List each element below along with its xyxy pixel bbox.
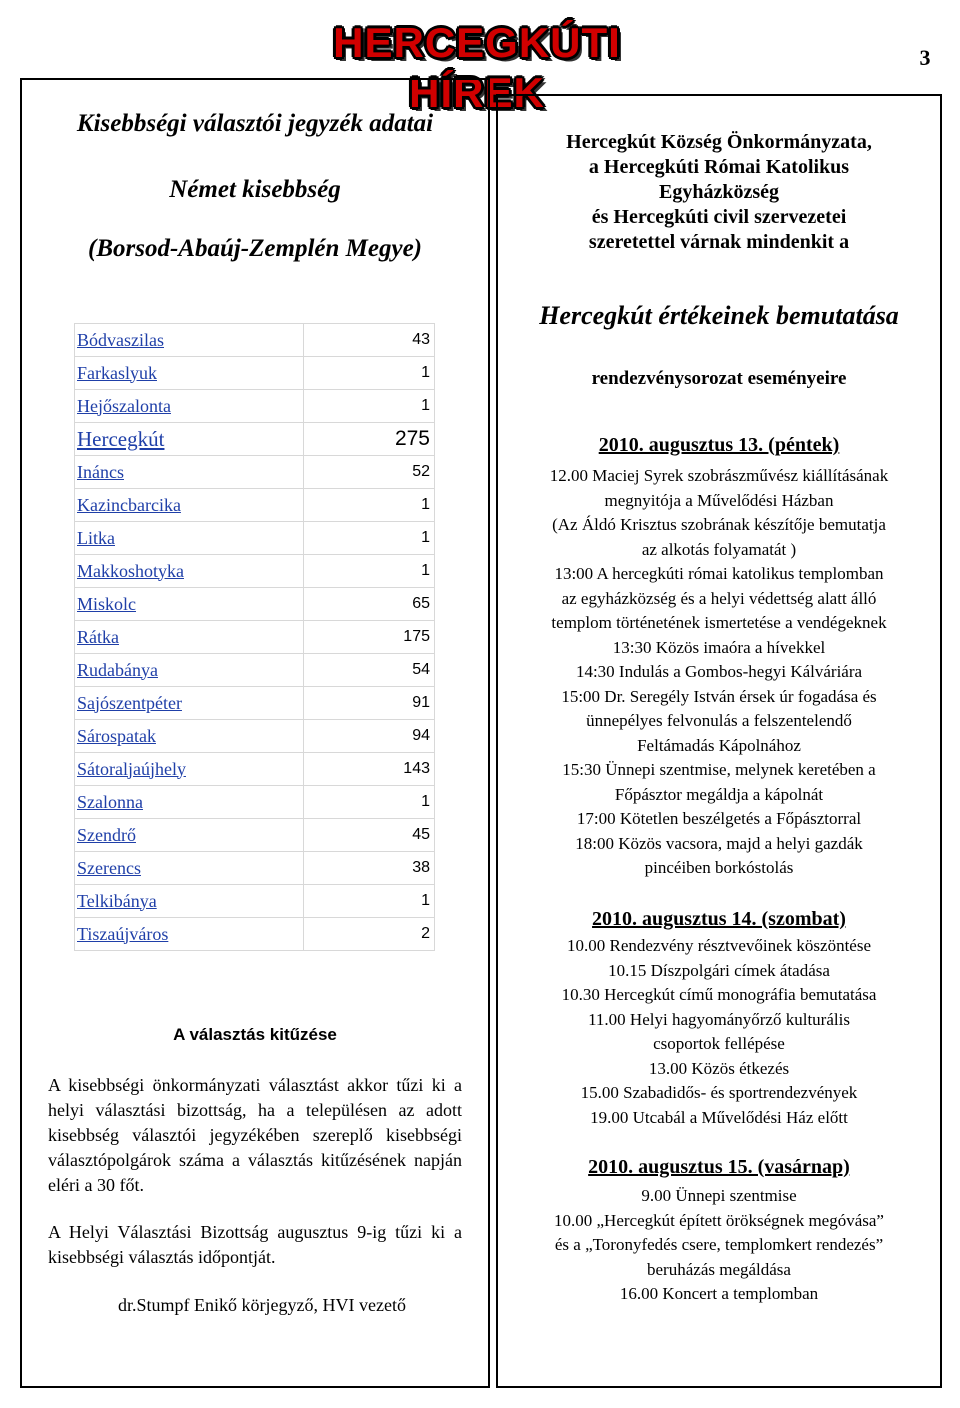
town-row — [75, 852, 435, 885]
left-column — [20, 78, 490, 1388]
voter-count: 52 — [304, 456, 435, 489]
voter-count: 1 — [304, 357, 435, 390]
schedule-friday — [502, 464, 936, 881]
schedule-line: az egyházközség és a helyi védettség alatt álló — [561, 588, 877, 608]
signature: dr.Stumpf Enikő körjegyző, HVI vezető — [118, 1295, 406, 1315]
voter-count: 1 — [304, 522, 435, 555]
schedule-line: 13:30 Közös imaóra a hívekkel — [612, 637, 826, 657]
town-row — [75, 753, 435, 786]
town-name-link[interactable]: Hejőszalonta — [75, 390, 304, 423]
town-name-link[interactable]: Makkoshotyka — [75, 555, 304, 588]
intro-line: szeretettel várnak mindenkit a — [588, 231, 850, 253]
town-name-link[interactable]: Litka — [75, 522, 304, 555]
schedule-line: 13.00 Közös étkezés — [648, 1058, 790, 1078]
schedule-line: beruházás megáldása — [647, 1259, 791, 1279]
schedule-line: templom történetének ismertetése a vendégeknek — [551, 613, 887, 632]
schedule-line: 15.00 Szabadidős- és sportrendezvények — [580, 1083, 858, 1102]
invitation-intro — [498, 130, 940, 255]
masthead-title: HERCEGKÚTI HÍREK — [333, 19, 621, 116]
schedule-line: 15:00 Dr. Seregély István érsek úr fogadása és — [561, 686, 877, 706]
town-row — [75, 456, 435, 489]
town-row — [75, 720, 435, 753]
town-name-link[interactable]: Tiszaújváros — [75, 918, 304, 951]
voter-count: 94 — [304, 720, 435, 753]
election-heading: A választás kitűzése — [173, 1025, 337, 1044]
schedule-line: 10.15 Díszpolgári címek átadása — [608, 960, 830, 980]
minority-title: Német kisebbség — [169, 176, 341, 203]
town-table — [74, 323, 435, 951]
intro-line: és Hercegkúti civil szervezetei — [591, 206, 847, 228]
voter-count: 143 — [304, 753, 435, 786]
schedule-line: Feltámadás Kápolnához — [637, 735, 801, 755]
intro-line: a Hercegkúti Római Katolikus — [588, 156, 850, 178]
event-series: rendezvénysorozat eseményeire — [591, 368, 847, 389]
town-row — [75, 489, 435, 522]
town-row — [75, 357, 435, 390]
town-row — [75, 588, 435, 621]
town-name-link[interactable]: Bódvaszilas — [75, 324, 304, 357]
schedule-line: ünnepélyes felvonulás a felszentelendő — [586, 711, 852, 730]
schedule-line: 10.00 „Hercegkút épített örökségnek megóvása” — [554, 1210, 884, 1230]
schedule-line: 13:00 A hercegkúti római katolikus templomban — [554, 564, 884, 583]
masthead — [262, 18, 692, 116]
schedule-line: 9.00 Ünnepi szentmise — [641, 1186, 797, 1205]
town-row — [75, 819, 435, 852]
town-name-link[interactable]: Hercegkút — [75, 423, 304, 456]
schedule-line: 17:00 Kötetlen beszélgetés a Főpásztorral — [576, 809, 862, 828]
schedule-line: (Az Áldó Krisztus szobrának készítője bemutatja — [552, 515, 886, 534]
town-name-link[interactable]: Ináncs — [75, 456, 304, 489]
voter-count: 1 — [304, 390, 435, 423]
town-name-link[interactable]: Szalonna — [75, 786, 304, 819]
voter-count: 38 — [304, 852, 435, 885]
town-row — [75, 324, 435, 357]
voter-count: 275 — [304, 423, 435, 456]
day-heading-friday: 2010. augusztus 13. (péntek) — [598, 434, 840, 456]
town-name-link[interactable]: Rudabánya — [75, 654, 304, 687]
list-title: Kisebbségi választói jegyzék adatai — [76, 110, 434, 137]
voter-count: 175 — [304, 621, 435, 654]
intro-line: Egyházközség — [659, 181, 779, 203]
town-row — [75, 687, 435, 720]
town-name-link[interactable]: Szendrő — [75, 819, 304, 852]
page-number: 3 — [919, 45, 931, 70]
voter-count: 43 — [304, 324, 435, 357]
schedule-line: 14:30 Indulás a Gombos-hegyi Kálváriára — [575, 662, 863, 681]
schedule-saturday — [502, 934, 936, 1130]
day-heading-saturday: 2010. augusztus 14. (szombat) — [592, 908, 846, 930]
schedule-line: 10.00 Rendezvény résztvevőinek köszöntése — [566, 936, 872, 955]
voter-count: 1 — [304, 786, 435, 819]
voter-count: 65 — [304, 588, 435, 621]
town-row — [75, 621, 435, 654]
town-row — [75, 654, 435, 687]
town-row — [75, 423, 435, 456]
schedule-line: 12.00 Maciej Syrek szobrászművész kiállításának — [549, 466, 889, 485]
town-row — [75, 555, 435, 588]
schedule-line: az alkotás folyamatát ) — [641, 539, 797, 559]
election-paragraph: A kisebbségi önkormányzati választást akkor tűzi ki a helyi választási bizottság, ha a településen az adott kisebbség választói jegyzékében szereplő kisebbségi választópolgárok száma a választás kitűzésének napján eléri a 30 főt. — [48, 1075, 462, 1195]
schedule-line: 18:00 Közös vacsora, majd a helyi gazdák — [575, 833, 863, 853]
schedule-sunday — [502, 1184, 936, 1307]
schedule-line: pincéiben borkóstolás — [644, 858, 794, 877]
town-name-link[interactable]: Rátka — [75, 621, 304, 654]
schedule-line: Főpásztor megáldja a kápolnát — [614, 784, 824, 804]
deadline-paragraph: A Helyi Választási Bizottság augusztus 9-ig tűzi ki a kisebbségi választás időpontját. — [48, 1222, 462, 1267]
voter-count: 2 — [304, 918, 435, 951]
schedule-line: 11.00 Helyi hagyományőrző kulturális — [588, 1009, 850, 1029]
schedule-line: megnyitója a Művelődési Házban — [604, 490, 834, 510]
town-name-link[interactable]: Sajószentpéter — [75, 687, 304, 720]
voter-count: 1 — [304, 555, 435, 588]
town-name-link[interactable]: Sárospatak — [75, 720, 304, 753]
town-name-link[interactable]: Kazincbarcika — [75, 489, 304, 522]
schedule-line: 15:30 Ünnepi szentmise, melynek keretében a — [562, 760, 876, 779]
voter-count: 45 — [304, 819, 435, 852]
town-name-link[interactable]: Farkaslyuk — [75, 357, 304, 390]
town-name-link[interactable]: Miskolc — [75, 588, 304, 621]
town-name-link[interactable]: Telkibánya — [75, 885, 304, 918]
town-row — [75, 786, 435, 819]
county-title: (Borsod-Abaúj-Zemplén Megye) — [88, 235, 422, 262]
voter-count: 91 — [304, 687, 435, 720]
town-name-link[interactable]: Szerencs — [75, 852, 304, 885]
schedule-line: 10.30 Hercegkút című monográfia bemutatása — [561, 985, 877, 1004]
schedule-line: és a „Toronyfedés csere, templomkert rendezés” — [554, 1235, 884, 1254]
intro-line: Hercegkút Község Önkormányzata, — [566, 131, 872, 153]
town-row — [75, 885, 435, 918]
town-row — [75, 390, 435, 423]
voter-count: 1 — [304, 489, 435, 522]
schedule-line: 16.00 Koncert a templomban — [619, 1284, 819, 1303]
town-row — [75, 918, 435, 951]
day-heading-sunday: 2010. augusztus 15. (vasárnap) — [588, 1156, 850, 1178]
town-row — [75, 522, 435, 555]
schedule-line: 19.00 Utcabál a Művelődési Ház előtt — [590, 1107, 848, 1127]
right-column — [496, 94, 942, 1388]
voter-count: 54 — [304, 654, 435, 687]
schedule-line: csoportok fellépése — [653, 1034, 785, 1053]
event-title: Hercegkút értékeinek bemutatása — [539, 301, 899, 330]
voter-count: 1 — [304, 885, 435, 918]
town-name-link[interactable]: Sátoraljaújhely — [75, 753, 304, 786]
